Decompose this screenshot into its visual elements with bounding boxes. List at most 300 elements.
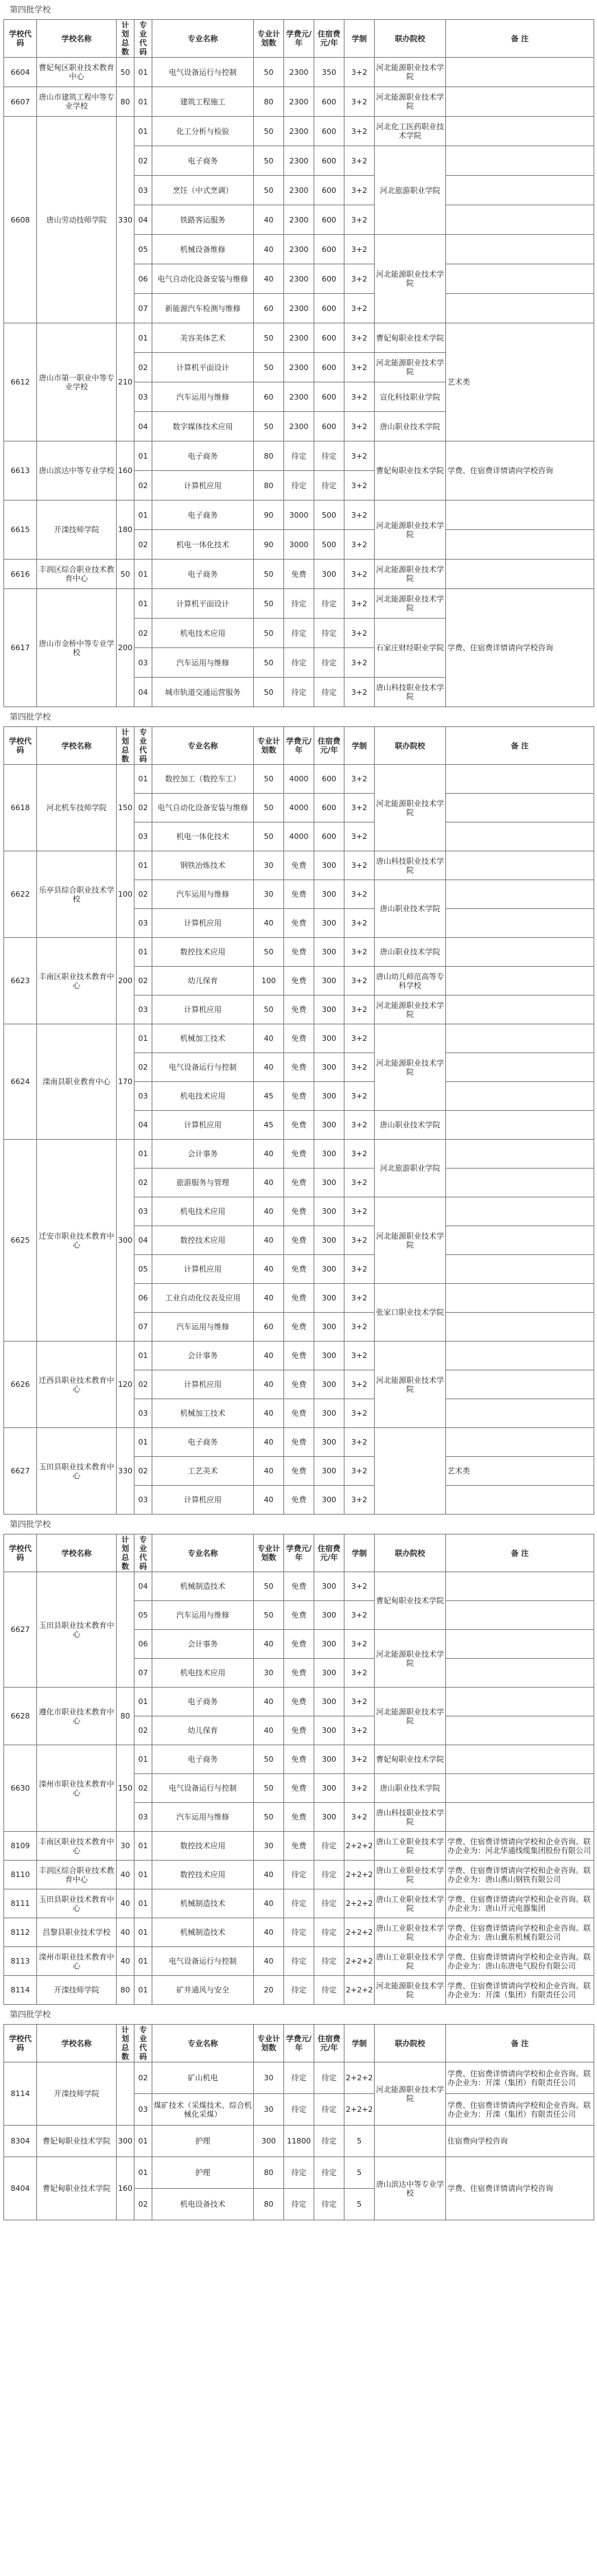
cell-tuition: 2300	[284, 146, 314, 176]
column-header-school-code: 学校代码	[4, 1534, 37, 1572]
section-title: 第四批学校	[10, 712, 51, 722]
cell-partner-college: 河北能源职业技术学院	[375, 1197, 446, 1284]
column-header-major-code: 专业代码	[134, 1534, 152, 1572]
cell-lodging-fee: 600	[314, 765, 344, 794]
cell-partner-college: 河北能源职业技术学院	[375, 996, 446, 1024]
cell-school-name: 唐山市第一职业中等专业学校	[37, 323, 117, 441]
cell-major-name: 数控技术应用	[152, 1226, 254, 1255]
cell-remarks: 学费、住宿费详情请向学校和企业咨询。联办企业为：河北华通线缆集团股份有限公司	[446, 1832, 594, 1861]
cell-duration: 2+2+2	[344, 1947, 375, 1976]
cell-major-name: 电子商务	[152, 1428, 254, 1457]
cell-duration: 3+2	[344, 441, 375, 471]
cell-partner-college: 唐山工业职业技术学院	[375, 1889, 446, 1918]
column-header-tuition: 学费元/年	[284, 2025, 314, 2062]
cell-tuition: 免费	[284, 967, 314, 996]
cell-major-name: 幼儿保育	[152, 1716, 254, 1745]
cell-major-plan: 50	[254, 996, 284, 1024]
cell-remarks: 学费、住宿费详情请向学校和企业咨询。联办企业为：开滦（集团）有限责任公司	[446, 2094, 594, 2126]
cell-tuition: 待定	[284, 619, 314, 648]
cell-plan-total: 150	[117, 765, 134, 851]
cell-remarks	[446, 1399, 594, 1428]
cell-duration: 3+2	[344, 909, 375, 938]
cell-major-plan: 40	[254, 1486, 284, 1515]
cell-plan-total: 40	[117, 1861, 134, 1889]
column-header-school-name: 学校名称	[37, 1534, 117, 1572]
cell-remarks	[446, 1803, 594, 1832]
cell-major-code: 03	[134, 1197, 152, 1226]
cell-lodging-fee: 待定	[314, 589, 344, 619]
cell-school-name: 玉田县职业技术教育中心	[37, 1889, 117, 1918]
column-header-partner-college: 联办院校	[375, 20, 446, 58]
cell-partner-college: 唐山职业技术学院	[375, 412, 446, 441]
cell-duration: 3+2	[344, 1313, 375, 1342]
cell-major-code: 02	[134, 2062, 152, 2094]
cell-major-plan: 40	[254, 1716, 284, 1745]
column-header-lodging-fee: 住宿费元/年	[314, 727, 344, 765]
cell-major-plan: 50	[254, 765, 284, 794]
enrollment-table	[3, 19, 594, 707]
cell-major-code: 01	[134, 765, 152, 794]
cell-major-plan: 40	[254, 264, 284, 294]
column-header-tuition: 学费元/年	[284, 20, 314, 58]
cell-duration: 3+2	[344, 967, 375, 996]
cell-duration: 3+2	[344, 1370, 375, 1399]
cell-partner-college: 河北能源职业技术学院	[375, 765, 446, 851]
cell-remarks	[446, 996, 594, 1024]
column-header-major-plan: 专业计划数	[254, 1534, 284, 1572]
cell-duration: 5	[344, 2189, 375, 2220]
cell-duration: 3+2	[344, 1140, 375, 1169]
cell-major-plan: 40	[254, 205, 284, 235]
cell-lodging-fee: 300	[314, 560, 344, 589]
cell-tuition: 免费	[284, 1255, 314, 1284]
cell-lodging-fee: 待定	[314, 2157, 344, 2189]
cell-tuition: 免费	[284, 1111, 314, 1140]
cell-plan-total: 180	[117, 501, 134, 560]
table-row	[4, 441, 594, 471]
cell-major-plan: 60	[254, 294, 284, 323]
table-row	[4, 1140, 594, 1169]
cell-school-name: 迁安市职业技术教育中心	[37, 1140, 117, 1342]
cell-major-plan: 80	[254, 471, 284, 501]
cell-duration: 3+2	[344, 1197, 375, 1226]
cell-major-code: 04	[134, 205, 152, 235]
column-header-school-name: 学校名称	[37, 20, 117, 58]
cell-duration: 3+2	[344, 1716, 375, 1745]
cell-tuition: 待定	[284, 1861, 314, 1889]
cell-tuition: 免费	[284, 1774, 314, 1803]
cell-tuition: 免费	[284, 1169, 314, 1197]
cell-duration: 3+2	[344, 823, 375, 851]
cell-major-code: 01	[134, 1140, 152, 1169]
cell-duration: 3+2	[344, 765, 375, 794]
cell-major-name: 铁路客运服务	[152, 205, 254, 235]
cell-major-plan: 40	[254, 1284, 284, 1313]
cell-lodging-fee: 待定	[314, 619, 344, 648]
cell-remarks	[446, 1428, 594, 1457]
cell-duration: 3+2	[344, 235, 375, 264]
cell-major-name: 电气设备运行与控制	[152, 1774, 254, 1803]
cell-tuition: 免费	[284, 560, 314, 589]
cell-tuition: 待定	[284, 1918, 314, 1947]
cell-remarks	[446, 967, 594, 996]
cell-remarks	[446, 264, 594, 294]
cell-duration: 3+2	[344, 1630, 375, 1659]
column-header-major-code: 专业代码	[134, 20, 152, 58]
table-row	[4, 1745, 594, 1774]
cell-major-plan: 50	[254, 938, 284, 967]
cell-plan-total: 50	[117, 560, 134, 589]
cell-lodging-fee: 300	[314, 1140, 344, 1169]
cell-duration: 3+2	[344, 851, 375, 880]
column-header-major-plan: 专业计划数	[254, 727, 284, 765]
cell-plan-total: 80	[117, 1976, 134, 2005]
cell-major-code: 01	[134, 1947, 152, 1976]
cell-remarks	[446, 1342, 594, 1370]
table-row	[4, 938, 594, 967]
cell-duration: 5	[344, 2157, 375, 2189]
cell-partner-college: 唐山工业职业技术学院	[375, 1918, 446, 1947]
cell-major-code: 05	[134, 1601, 152, 1630]
cell-school-code: 8111	[4, 1889, 37, 1918]
cell-tuition: 2300	[284, 323, 314, 353]
cell-major-name: 数控技术应用	[152, 1832, 254, 1861]
cell-tuition: 4000	[284, 823, 314, 851]
cell-school-name: 丰润区综合职业技术教育中心	[37, 560, 117, 589]
cell-school-name: 玉田县职业技术教育中心	[37, 1572, 117, 1688]
cell-major-plan: 30	[254, 2062, 284, 2094]
cell-duration: 3+2	[344, 87, 375, 117]
cell-major-plan: 80	[254, 87, 284, 117]
cell-lodging-fee: 300	[314, 938, 344, 967]
table-row	[4, 1428, 594, 1457]
cell-lodging-fee: 待定	[314, 441, 344, 471]
cell-major-code: 02	[134, 794, 152, 823]
cell-major-code: 01	[134, 1024, 152, 1053]
cell-major-plan: 45	[254, 1111, 284, 1140]
cell-major-code: 04	[134, 1111, 152, 1140]
cell-major-name: 工艺美术	[152, 1457, 254, 1486]
table-row	[4, 851, 594, 880]
cell-tuition: 免费	[284, 1630, 314, 1659]
cell-school-code: 8109	[4, 1832, 37, 1861]
cell-remarks: 住宿费向学校咨询	[446, 2126, 594, 2157]
cell-school-name: 丰南区职业技术教育中心	[37, 1832, 117, 1861]
enrollment-table	[3, 1534, 594, 2005]
enrollment-table	[3, 726, 594, 1515]
cell-major-code: 02	[134, 353, 152, 382]
cell-remarks	[446, 880, 594, 909]
cell-school-name: 丰南区职业技术教育中心	[37, 938, 117, 1024]
column-header-school-name: 学校名称	[37, 727, 117, 765]
cell-major-plan: 50	[254, 176, 284, 205]
cell-major-code: 02	[134, 1370, 152, 1399]
cell-tuition: 2300	[284, 264, 314, 294]
cell-school-code: 6613	[4, 441, 37, 501]
column-header-duration: 学制	[344, 727, 375, 765]
cell-duration: 3+2	[344, 1428, 375, 1457]
cell-major-name: 幼儿保育	[152, 967, 254, 996]
cell-major-name: 电气设备运行与控制	[152, 1053, 254, 1082]
cell-major-plan: 40	[254, 1140, 284, 1169]
cell-tuition: 免费	[284, 1053, 314, 1082]
cell-plan-total	[117, 2062, 134, 2126]
cell-duration: 3+2	[344, 1745, 375, 1774]
cell-major-name: 旅游服务与管理	[152, 1169, 254, 1197]
cell-school-code: 6622	[4, 851, 37, 938]
cell-major-plan: 40	[254, 1255, 284, 1284]
cell-remarks: 学费、住宿费详情请向学校和企业咨询。联办企业为：开滦（集团）有限责任公司	[446, 2062, 594, 2094]
cell-partner-college: 曹妃甸职业技术学院	[375, 1572, 446, 1630]
cell-remarks	[446, 1313, 594, 1342]
cell-remarks: 学费、住宿费详情请向学校和企业咨询。联办企业为：唐山开元电器集团	[446, 1889, 594, 1918]
cell-lodging-fee: 待定	[314, 1889, 344, 1918]
cell-school-code: 8112	[4, 1918, 37, 1947]
cell-partner-college: 河北能源职业技术学院	[375, 1024, 446, 1111]
cell-duration: 3+2	[344, 1169, 375, 1197]
cell-partner-college: 河北能源职业技术学院	[375, 87, 446, 117]
table-row	[4, 589, 594, 619]
cell-lodging-fee: 300	[314, 967, 344, 996]
cell-remarks	[446, 1716, 594, 1745]
cell-lodging-fee: 300	[314, 1313, 344, 1342]
cell-duration: 2+2+2	[344, 1861, 375, 1889]
cell-major-code: 01	[134, 1832, 152, 1861]
cell-school-name: 唐山市金桥中等专业学校	[37, 589, 117, 707]
cell-school-name: 遵化市职业技术教育中心	[37, 1688, 117, 1745]
cell-partner-college: 河北能源职业技术学院	[375, 560, 446, 589]
cell-major-code: 01	[134, 441, 152, 471]
cell-major-code: 01	[134, 501, 152, 530]
cell-school-name: 滦南县职业教育中心	[37, 1024, 117, 1140]
cell-major-plan: 40	[254, 1428, 284, 1457]
cell-major-code: 02	[134, 146, 152, 176]
cell-tuition: 免费	[284, 851, 314, 880]
cell-major-plan: 80	[254, 2189, 284, 2220]
cell-major-code: 05	[134, 235, 152, 264]
cell-major-code: 01	[134, 1918, 152, 1947]
cell-remarks	[446, 794, 594, 823]
cell-duration: 3+2	[344, 996, 375, 1024]
cell-plan-total: 300	[117, 1140, 134, 1342]
cell-duration: 3+2	[344, 560, 375, 589]
cell-major-name: 电气设备运行与控制	[152, 58, 254, 87]
cell-duration: 2+2+2	[344, 1918, 375, 1947]
cell-duration: 3+2	[344, 205, 375, 235]
column-header-lodging-fee: 住宿费元/年	[314, 20, 344, 58]
cell-remarks	[446, 58, 594, 87]
cell-tuition: 待定	[284, 471, 314, 501]
column-header-plan-total: 计划总数	[117, 1534, 134, 1572]
cell-school-code: 6623	[4, 938, 37, 1024]
cell-plan-total: 210	[117, 323, 134, 441]
cell-major-plan: 50	[254, 589, 284, 619]
cell-lodging-fee: 待定	[314, 1947, 344, 1976]
cell-major-code: 03	[134, 382, 152, 412]
cell-tuition: 待定	[284, 2094, 314, 2126]
cell-partner-college: 唐山职业技术学院	[375, 880, 446, 938]
column-header-major-name: 专业名称	[152, 2025, 254, 2062]
column-header-major-plan: 专业计划数	[254, 2025, 284, 2062]
cell-lodging-fee: 600	[314, 382, 344, 412]
cell-remarks	[446, 294, 594, 323]
cell-major-plan: 90	[254, 530, 284, 560]
cell-remarks	[446, 1572, 594, 1601]
table-row	[4, 2062, 594, 2094]
cell-remarks	[446, 1197, 594, 1226]
table-section	[0, 707, 597, 1515]
cell-school-name: 河北机车技师学院	[37, 765, 117, 851]
cell-tuition: 2300	[284, 87, 314, 117]
column-header-school-code: 学校代码	[4, 727, 37, 765]
cell-major-code: 03	[134, 1803, 152, 1832]
cell-tuition: 免费	[284, 1803, 314, 1832]
cell-remarks	[446, 1486, 594, 1515]
cell-major-name: 汽车运用与维修	[152, 1313, 254, 1342]
cell-school-code: 8114	[4, 1976, 37, 2005]
cell-remarks	[446, 1601, 594, 1630]
cell-lodging-fee: 300	[314, 1601, 344, 1630]
cell-lodging-fee: 300	[314, 1082, 344, 1111]
cell-school-code: 6625	[4, 1140, 37, 1342]
cell-major-plan: 50	[254, 794, 284, 823]
cell-remarks	[446, 1774, 594, 1803]
cell-partner-college: 河北能源职业技术学院	[375, 235, 446, 323]
cell-partner-college: 河北能源职业技术学院	[375, 1688, 446, 1745]
cell-duration: 3+2	[344, 382, 375, 412]
table-row	[4, 58, 594, 87]
cell-duration: 3+2	[344, 938, 375, 967]
cell-duration: 3+2	[344, 353, 375, 382]
cell-tuition: 免费	[284, 909, 314, 938]
cell-major-name: 护理	[152, 2157, 254, 2189]
cell-remarks	[446, 1630, 594, 1659]
cell-major-plan: 40	[254, 1024, 284, 1053]
cell-major-name: 机械加工技术	[152, 1399, 254, 1428]
cell-plan-total: 40	[117, 1889, 134, 1918]
cell-lodging-fee: 300	[314, 1111, 344, 1140]
cell-major-name: 机电技术应用	[152, 619, 254, 648]
column-header-lodging-fee: 住宿费元/年	[314, 1534, 344, 1572]
cell-duration: 5	[344, 2126, 375, 2157]
cell-tuition: 免费	[284, 1284, 314, 1313]
cell-major-code: 06	[134, 264, 152, 294]
column-header-remarks: 备 注	[446, 2025, 594, 2062]
cell-tuition: 待定	[284, 2062, 314, 2094]
cell-duration: 3+2	[344, 1226, 375, 1255]
cell-duration: 3+2	[344, 471, 375, 501]
cell-partner-college: 河北能源职业技术学院	[375, 1342, 446, 1428]
cell-remarks: 艺术类	[446, 1457, 594, 1486]
table-row	[4, 1861, 594, 1889]
cell-duration: 3+2	[344, 1024, 375, 1053]
table-section	[0, 1515, 597, 2005]
cell-major-code: 01	[134, 1976, 152, 2005]
cell-partner-college	[375, 1428, 446, 1515]
cell-duration: 3+2	[344, 1803, 375, 1832]
cell-tuition: 2300	[284, 412, 314, 441]
cell-plan-total: 330	[117, 117, 134, 323]
cell-tuition: 免费	[284, 1716, 314, 1745]
table-row	[4, 1918, 594, 1947]
cell-school-name: 迁西县职业技术教育中心	[37, 1342, 117, 1428]
cell-plan-total: 30	[117, 1832, 134, 1861]
cell-school-name: 唐山劳动技师学院	[37, 117, 117, 323]
section-title: 第四批学校	[10, 1519, 51, 1529]
table-row	[4, 1832, 594, 1861]
cell-major-name: 机械制造技术	[152, 1572, 254, 1601]
cell-lodging-fee: 300	[314, 1486, 344, 1515]
cell-lodging-fee: 待定	[314, 1976, 344, 2005]
table-row	[4, 1947, 594, 1976]
cell-partner-college: 河北旅游职业学院	[375, 1140, 446, 1197]
cell-major-name: 会计事务	[152, 1630, 254, 1659]
column-header-duration: 学制	[344, 2025, 375, 2062]
cell-major-plan: 40	[254, 1947, 284, 1976]
cell-major-plan: 50	[254, 353, 284, 382]
cell-school-name: 滦州市职业技术教育中心	[37, 1947, 117, 1976]
cell-plan-total: 200	[117, 589, 134, 707]
cell-lodging-fee: 300	[314, 1774, 344, 1803]
cell-lodging-fee: 300	[314, 1399, 344, 1428]
cell-school-code: 6604	[4, 58, 37, 87]
cell-partner-college	[375, 2126, 446, 2157]
cell-school-code: 6616	[4, 560, 37, 589]
cell-major-name: 机械制造技术	[152, 1918, 254, 1947]
cell-school-code: 6626	[4, 1342, 37, 1428]
column-header-major-name: 专业名称	[152, 1534, 254, 1572]
cell-school-code: 6624	[4, 1024, 37, 1140]
cell-school-name: 曹妃甸区职业技术教育中心	[37, 58, 117, 87]
column-header-school-name: 学校名称	[37, 2025, 117, 2062]
cell-major-name: 机械设备维修	[152, 235, 254, 264]
cell-lodging-fee: 300	[314, 1688, 344, 1716]
cell-tuition: 免费	[284, 1457, 314, 1486]
header-row	[4, 1534, 594, 1572]
cell-tuition: 2300	[284, 58, 314, 87]
cell-major-plan: 50	[254, 823, 284, 851]
cell-duration: 2+2+2	[344, 2062, 375, 2094]
cell-major-name: 计算机应用	[152, 1486, 254, 1515]
cell-major-plan: 30	[254, 880, 284, 909]
cell-tuition: 待定	[284, 589, 314, 619]
cell-major-plan: 50	[254, 678, 284, 707]
cell-tuition: 免费	[284, 1659, 314, 1688]
cell-lodging-fee: 待定	[314, 2189, 344, 2220]
cell-remarks: 学费、住宿费详情请向学校和企业咨询。联办企业为：唐山东唐电气股份有限公司	[446, 1947, 594, 1976]
cell-major-code: 02	[134, 1053, 152, 1082]
cell-major-code: 02	[134, 967, 152, 996]
cell-duration: 3+2	[344, 1659, 375, 1688]
cell-tuition: 免费	[284, 880, 314, 909]
cell-tuition: 免费	[284, 1399, 314, 1428]
cell-lodging-fee: 600	[314, 117, 344, 146]
cell-major-name: 电子商务	[152, 501, 254, 530]
cell-school-name: 昌黎县职业技术学校	[37, 1918, 117, 1947]
cell-major-code: 01	[134, 851, 152, 880]
cell-major-code: 03	[134, 1399, 152, 1428]
cell-major-code: 03	[134, 823, 152, 851]
cell-major-name: 会计事务	[152, 1342, 254, 1370]
cell-major-code: 03	[134, 176, 152, 205]
cell-major-code: 01	[134, 58, 152, 87]
cell-plan-total: 40	[117, 1947, 134, 1976]
cell-major-plan: 40	[254, 1889, 284, 1918]
cell-lodging-fee: 300	[314, 1745, 344, 1774]
cell-partner-college: 河北化工医药职业技术学院	[375, 117, 446, 146]
cell-school-code: 6617	[4, 589, 37, 707]
cell-major-plan: 40	[254, 1630, 284, 1659]
